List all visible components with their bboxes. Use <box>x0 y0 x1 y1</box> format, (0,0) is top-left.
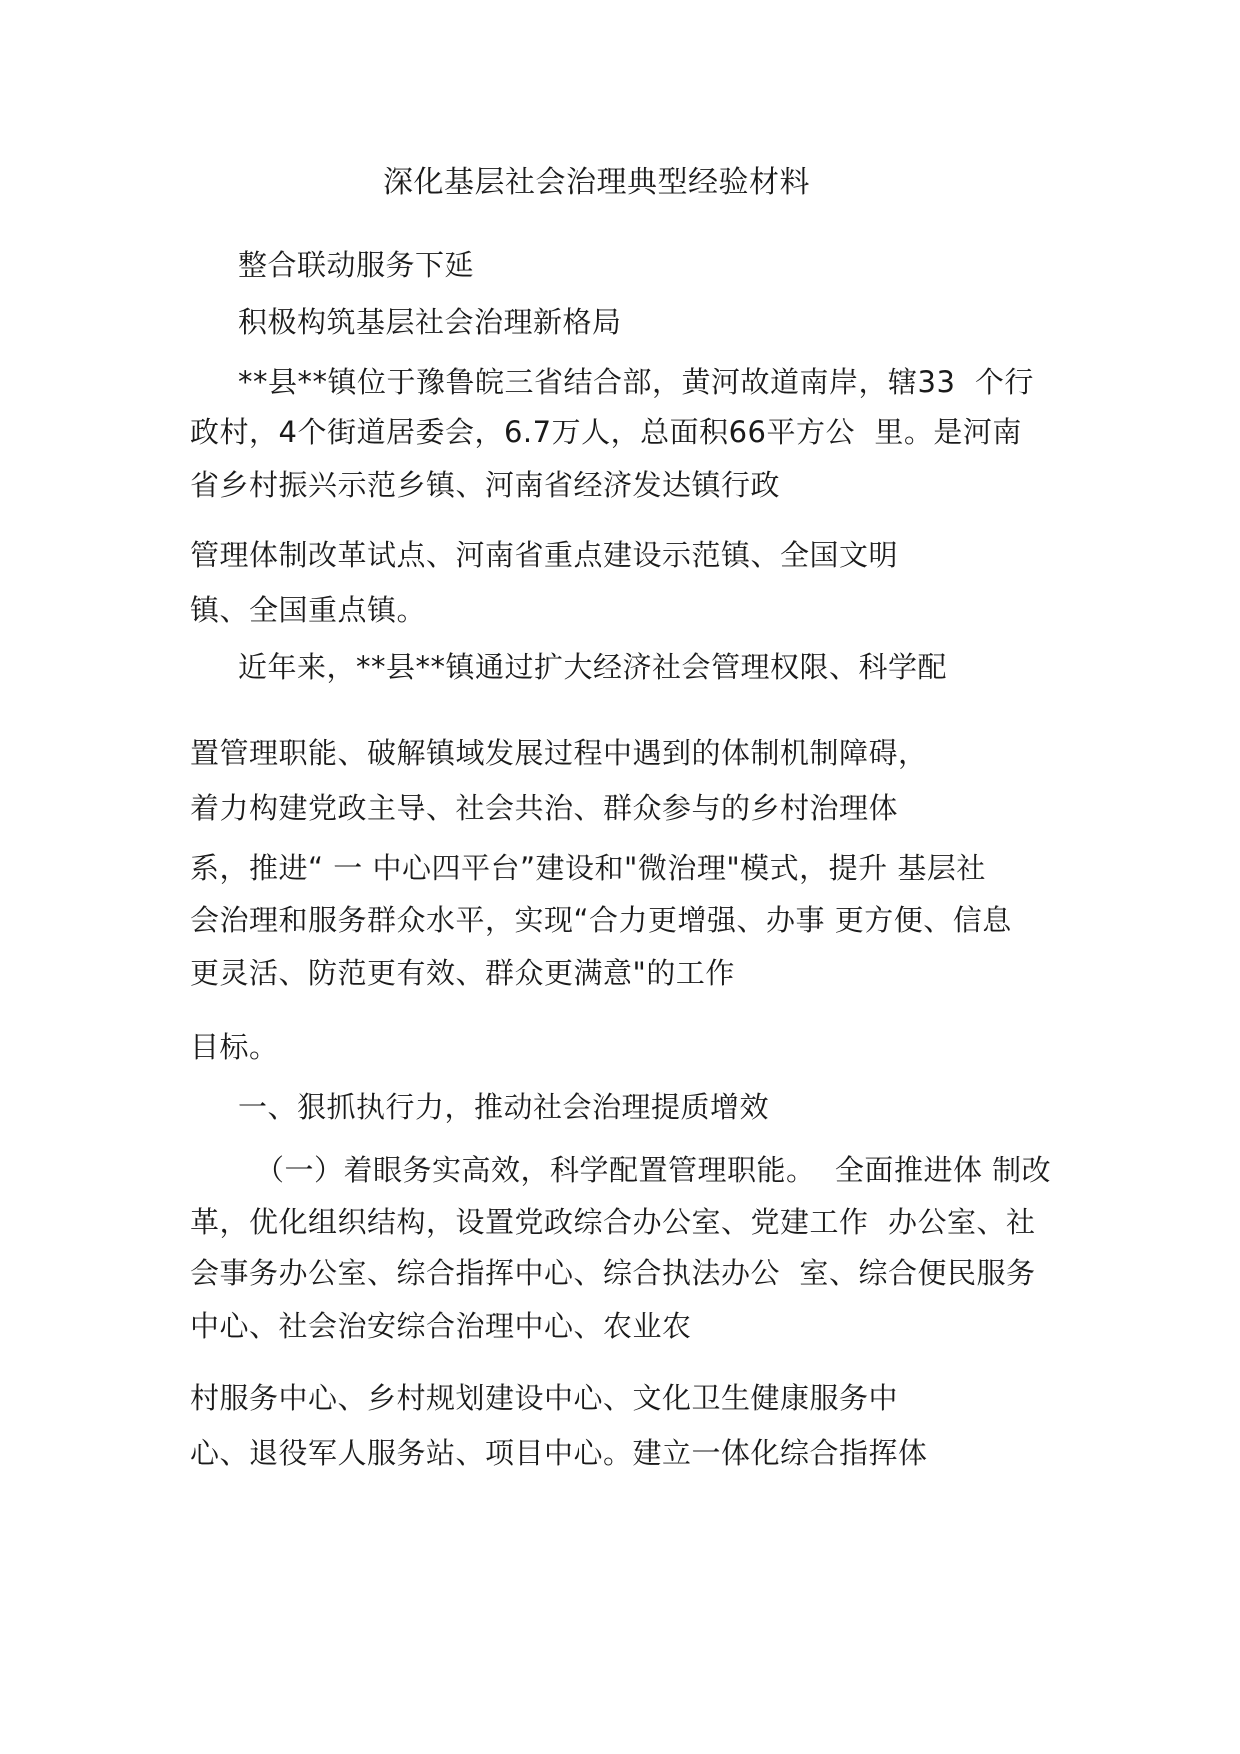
paragraph-line: 会事务办公室、综合指挥中心、综合执法办公 室、综合便民服务 <box>190 1256 1036 1290</box>
paragraph-line: 置管理职能、破解镇域发展过程中遇到的体制机制障碍， <box>190 736 928 770</box>
paragraph-line: （一）着眼务实高效，科学配置管理职能。 全面推进体 制改 <box>255 1153 1052 1187</box>
paragraph-line: 革，优化组织结构，设置党政综合办公室、党建工作 办公室、社 <box>190 1205 1036 1239</box>
paragraph-line: 目标。 <box>190 1030 279 1064</box>
paragraph-line: 政村，4个街道居委会，6.7万人，总面积66平方公 里。是河南 <box>190 415 1022 449</box>
paragraph-line: 村服务中心、乡村规划建设中心、文化卫生健康服务中 <box>190 1381 899 1415</box>
paragraph-line: 系，推进“ 一 中心四平台”建设和"微治理"模式，提升 基层社 <box>190 851 986 885</box>
paragraph-line: 镇、全国重点镇。 <box>190 593 427 627</box>
paragraph-line: **县**镇位于豫鲁皖三省结合部，黄河故道南岸，辖33 个行 <box>238 365 1034 399</box>
paragraph-line: 省乡村振兴示范乡镇、河南省经济发达镇行政 <box>190 468 781 502</box>
paragraph-line: 近年来，**县**镇通过扩大经济社会管理权限、科学配 <box>238 650 948 684</box>
subtitle-line-2: 积极构筑基层社会治理新格局 <box>238 305 622 339</box>
paragraph-line: 心、退役军人服务站、项目中心。建立一体化综合指挥体 <box>190 1436 928 1470</box>
paragraph-line: 管理体制改革试点、河南省重点建设示范镇、全国文明 <box>190 538 899 572</box>
paragraph-line: 会治理和服务群众水平，实现“合力更增强、办事 更方便、信息 <box>190 903 1012 937</box>
paragraph-line: 中心、社会治安综合治理中心、农业农 <box>190 1309 692 1343</box>
section-heading: 一、狠抓执行力，推动社会治理提质增效 <box>238 1090 770 1124</box>
page-title: 深化基层社会治理典型经验材料 <box>383 165 810 200</box>
subtitle-line-1: 整合联动服务下延 <box>238 248 475 282</box>
paragraph-line: 着力构建党政主导、社会共治、群众参与的乡村治理体 <box>190 791 899 825</box>
paragraph-line: 更灵活、防范更有效、群众更满意"的工作 <box>190 956 735 990</box>
